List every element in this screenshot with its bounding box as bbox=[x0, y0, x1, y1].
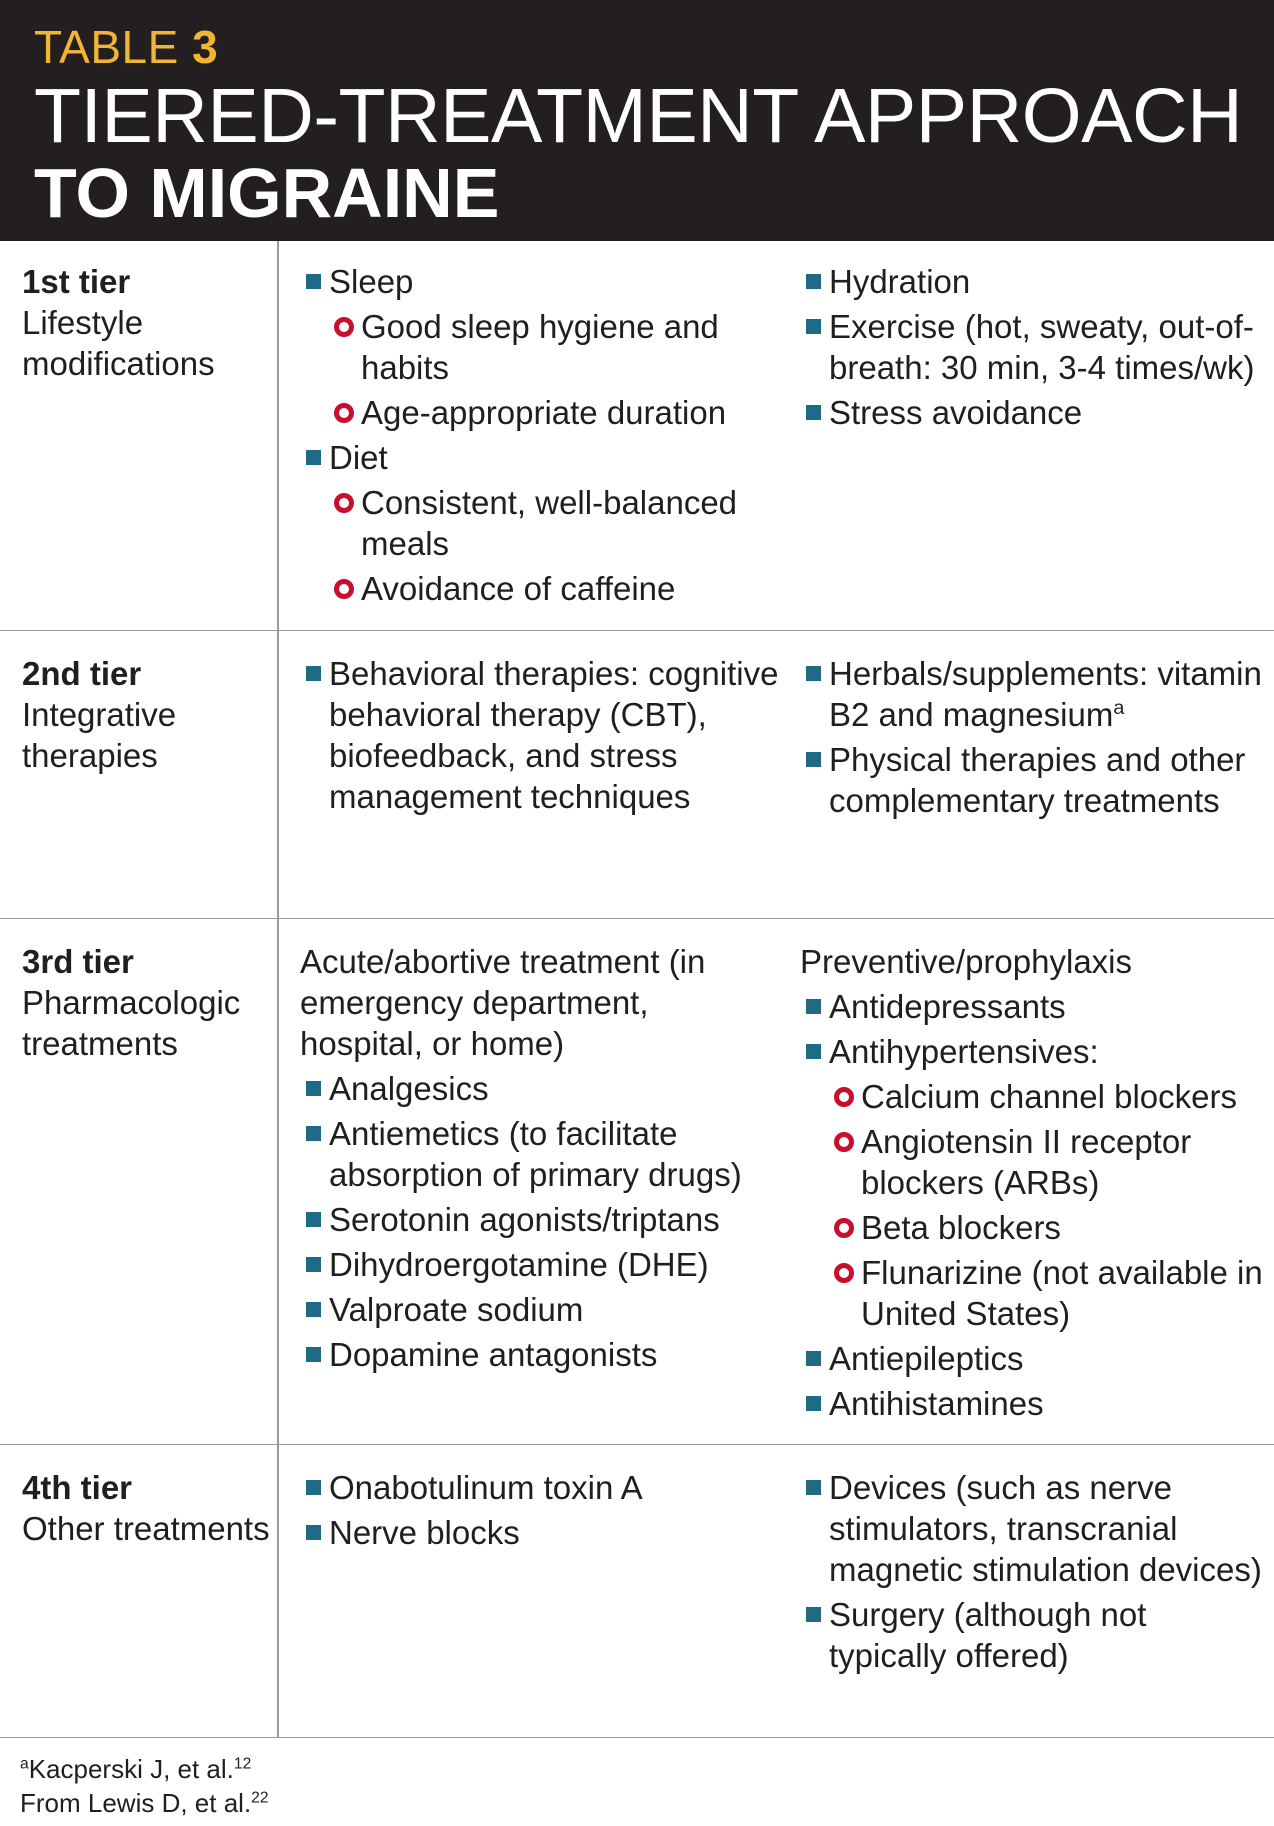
table-label-number: 3 bbox=[192, 21, 219, 73]
sub-list-item: Flunarizine (not available in United States) bbox=[831, 1252, 1270, 1334]
column-divider bbox=[277, 919, 279, 1444]
list-item: Serotonin agonists/triptans bbox=[300, 1199, 780, 1240]
tier-label-cell bbox=[22, 1467, 272, 1549]
sub-list-item: Good sleep hygiene and habits bbox=[331, 306, 780, 388]
column-divider bbox=[277, 631, 279, 918]
tier-subtitle: Integrative therapies bbox=[22, 696, 177, 774]
tier-name: 3rd tier bbox=[22, 943, 134, 980]
sub-list-item: Avoidance of caffeine bbox=[331, 568, 780, 609]
tier-col2 bbox=[300, 261, 780, 609]
table-header bbox=[0, 0, 1274, 241]
tier-row-3 bbox=[0, 919, 1274, 1445]
list-item: Surgery (although not typically offered) bbox=[800, 1594, 1270, 1676]
tier-label-cell bbox=[22, 261, 272, 384]
list-item-text: Herbals/supplements: vitamin B2 and magnesium bbox=[829, 655, 1262, 733]
footnote-line bbox=[20, 1786, 269, 1820]
list-item: Antihypertensives: bbox=[800, 1031, 1270, 1072]
tier-row-4 bbox=[0, 1445, 1274, 1738]
column-divider bbox=[277, 241, 279, 630]
tier-col3 bbox=[800, 941, 1270, 1424]
tier-name: 2nd tier bbox=[22, 655, 142, 692]
footnote-marker: a bbox=[1113, 697, 1125, 719]
table-title-line1: TIERED-TREATMENT APPROACH bbox=[34, 73, 1243, 159]
tier-label-cell bbox=[22, 941, 272, 1064]
reference-number: 22 bbox=[251, 1789, 269, 1807]
tier-name: 4th tier bbox=[22, 1469, 133, 1506]
tier-col3 bbox=[800, 653, 1270, 821]
tier-subtitle: Lifestyle modifications bbox=[22, 304, 215, 382]
reference-number: 12 bbox=[233, 1755, 252, 1773]
list-item: Antiemetics (to facilitate absorption of primary drugs) bbox=[300, 1113, 780, 1195]
column-intro: Preventive/prophylaxis bbox=[800, 943, 1132, 980]
sub-list-item: Age-appropriate duration bbox=[331, 392, 780, 433]
list-item: Physical therapies and other complementary treatments bbox=[800, 739, 1270, 821]
list-item: Antidepressants bbox=[800, 986, 1270, 1027]
list-item: Hydration bbox=[800, 261, 1270, 302]
sub-list-item: Beta blockers bbox=[831, 1207, 1270, 1248]
tier-label-cell bbox=[22, 653, 272, 776]
column-intro: Acute/abortive treatment (in emergency department, hospital, or home) bbox=[300, 943, 706, 1062]
treatment-table bbox=[0, 241, 1274, 1738]
list-item: Stress avoidance bbox=[800, 392, 1270, 433]
list-item: Behavioral therapies: cognitive behavioral therapy (CBT), biofeedback, and stress management techniques bbox=[300, 653, 780, 817]
tier-name: 1st tier bbox=[22, 263, 131, 300]
tier-col2 bbox=[300, 1467, 780, 1553]
list-item: Devices (such as nerve stimulators, transcranial magnetic stimulation devices) bbox=[800, 1467, 1270, 1590]
list-item: Nerve blocks bbox=[300, 1512, 780, 1553]
tier-subtitle: Other treatments bbox=[22, 1510, 270, 1547]
list-item: Antihistamines bbox=[800, 1383, 1270, 1424]
list-item: Sleep bbox=[300, 261, 780, 302]
list-item: Dihydroergotamine (DHE) bbox=[300, 1244, 780, 1285]
sub-list-item: Consistent, well-balanced meals bbox=[331, 482, 780, 564]
list-item: Onabotulinum toxin A bbox=[300, 1467, 780, 1508]
list-item: Valproate sodium bbox=[300, 1289, 780, 1330]
list-item: Diet bbox=[300, 437, 780, 478]
tier-col2 bbox=[300, 941, 780, 1375]
tier-col3 bbox=[800, 1467, 1270, 1676]
footnote-marker: a bbox=[20, 1755, 29, 1773]
list-item: Exercise (hot, sweaty, out-of-breath: 30 min, 3-4 times/wk) bbox=[800, 306, 1270, 388]
tier-subtitle: Pharmacologic treatments bbox=[22, 984, 241, 1062]
tier-col3 bbox=[800, 261, 1270, 433]
column-divider bbox=[277, 1445, 279, 1737]
table-footnotes bbox=[20, 1752, 269, 1820]
tier-row-2 bbox=[0, 631, 1274, 919]
tier-row-1 bbox=[0, 241, 1274, 631]
list-item: Dopamine antagonists bbox=[300, 1334, 780, 1375]
list-item bbox=[800, 653, 1270, 735]
sub-list-item: Angiotensin II receptor blockers (ARBs) bbox=[831, 1121, 1270, 1203]
footnote-text: Kacperski J, et al. bbox=[28, 1754, 234, 1784]
table-label-word: TABLE bbox=[34, 21, 179, 73]
table-title-line2: TO MIGRAINE bbox=[34, 154, 500, 232]
footnote-line bbox=[20, 1752, 269, 1786]
footnote-text: From Lewis D, et al. bbox=[20, 1788, 252, 1818]
table-label bbox=[34, 18, 1274, 76]
sub-list-item: Calcium channel blockers bbox=[831, 1076, 1270, 1117]
list-item: Analgesics bbox=[300, 1068, 780, 1109]
tier-col2 bbox=[300, 653, 780, 817]
list-item: Antiepileptics bbox=[800, 1338, 1270, 1379]
